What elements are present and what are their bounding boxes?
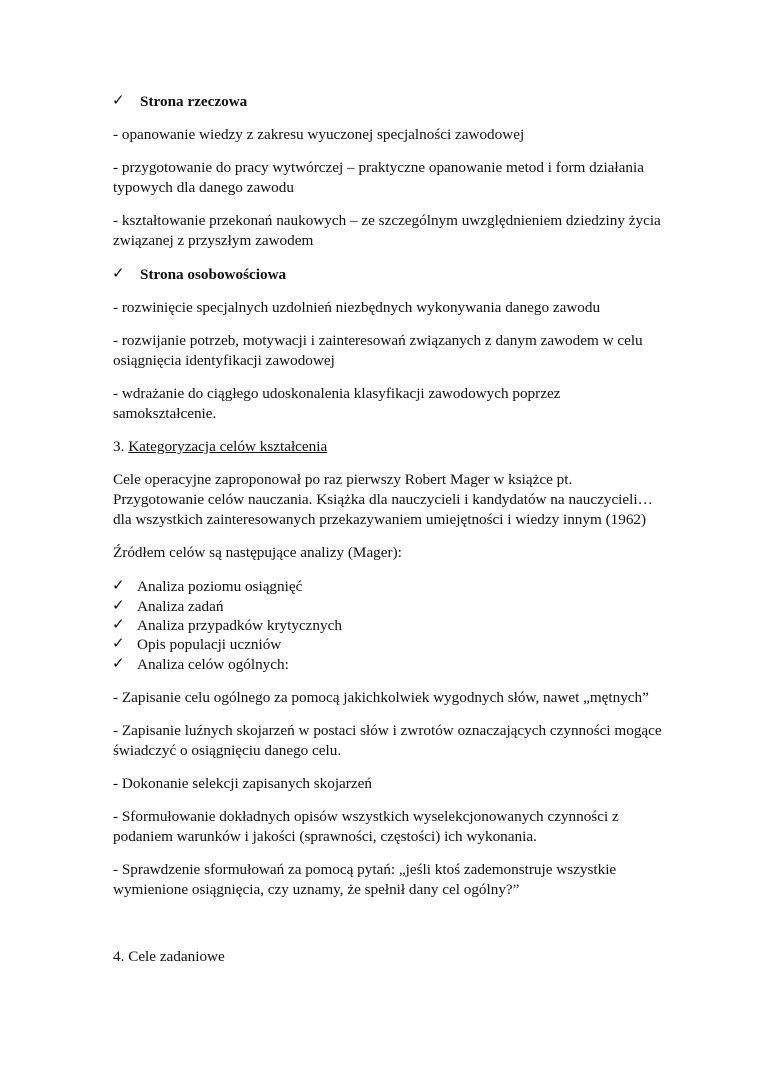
section-number: 3. <box>113 438 129 455</box>
step-item: - Sprawdzenie sformułowań za pomocą pytań: „jeśli ktoś zademonstruje wszystkie <box>113 861 617 878</box>
list-item: - kształtowanie przekonań naukowych – ze szczególnym uwzględnieniem dziedziny życia <box>113 212 661 229</box>
section-title: Kategoryzacja celów kształcenia <box>128 438 328 455</box>
list-item: - rozwijanie potrzeb, motywacji i zainteresowań związanych z danym zawodem w celu <box>113 332 643 349</box>
source-item: Analiza przypadków krytycznych <box>137 617 342 634</box>
paragraph-line: Przygotowanie celów nauczania. Książka dla nauczycieli i kandydatów na nauczycieli… <box>113 491 653 508</box>
list-item: - opanowanie wiedzy z zakresu wyuczonej specjalności zawodowej <box>113 126 525 143</box>
checkmark-icon: ✓ <box>112 576 125 594</box>
section-heading-osobowosciowa: Strona osobowościowa <box>140 266 287 283</box>
step-item-continuation: podaniem warunków i jakości (sprawności, częstości) ich wykonania. <box>113 828 537 845</box>
step-item: - Zapisanie luźnych skojarzeń w postaci słów i zwrotów oznaczających czynności mogące <box>113 722 662 739</box>
checkmark-icon: ✓ <box>112 615 125 633</box>
source-item: Opis populacji uczniów <box>137 636 282 653</box>
section-3-heading <box>113 437 327 457</box>
list-item: - rozwinięcie specjalnych uzdolnień niezbędnych wykonywania danego zawodu <box>113 299 601 316</box>
checkmark-icon: ✓ <box>112 91 125 109</box>
source-item: Analiza celów ogólnych: <box>137 656 289 673</box>
paragraph-line: Cele operacyjne zaproponował po raz pierwszy Robert Mager w książce pt. <box>113 471 573 488</box>
list-item-continuation: związanej z przyszłym zawodem <box>113 232 314 249</box>
list-item-continuation: samokształcenie. <box>113 405 217 422</box>
step-item-continuation: świadczyć o osiągnięciu danego celu. <box>113 742 342 759</box>
source-item: Analiza poziomu osiągnięć <box>137 578 303 595</box>
list-item: - przygotowanie do pracy wytwórczej – praktyczne opanowanie metod i form działania <box>113 159 644 176</box>
checkmark-icon: ✓ <box>112 264 125 282</box>
section-4-heading: 4. Cele zadaniowe <box>113 948 225 965</box>
list-item-continuation: typowych dla danego zawodu <box>113 179 294 196</box>
sources-intro: Źródłem celów są następujące analizy (Mager): <box>113 544 402 561</box>
paragraph-line: dla wszystkich zainteresowanych przekazywaniem umiejętności i wiedzy innym (1962) <box>113 511 647 528</box>
step-item-continuation: wymienione osiągnięcia, czy uznamy, że spełnił dany cel ogólny?” <box>113 881 520 898</box>
step-item: - Sformułowanie dokładnych opisów wszystkich wyselekcjonowanych czynności z <box>113 808 619 825</box>
list-item-continuation: osiągnięcia identyfikacji zawodowej <box>113 352 335 369</box>
list-item: - wdrażanie do ciągłego udoskonalenia klasyfikacji zawodowych poprzez <box>113 385 561 402</box>
step-item: - Zapisanie celu ogólnego za pomocą jakichkolwiek wygodnych słów, nawet „mętnych” <box>113 689 649 706</box>
checkmark-icon: ✓ <box>112 596 125 614</box>
checkmark-icon: ✓ <box>112 634 125 652</box>
checkmark-icon: ✓ <box>112 654 125 672</box>
step-item: - Dokonanie selekcji zapisanych skojarzeń <box>113 775 372 792</box>
source-item: Analiza zadań <box>137 598 224 615</box>
section-heading-rzeczowa: Strona rzeczowa <box>140 93 248 110</box>
